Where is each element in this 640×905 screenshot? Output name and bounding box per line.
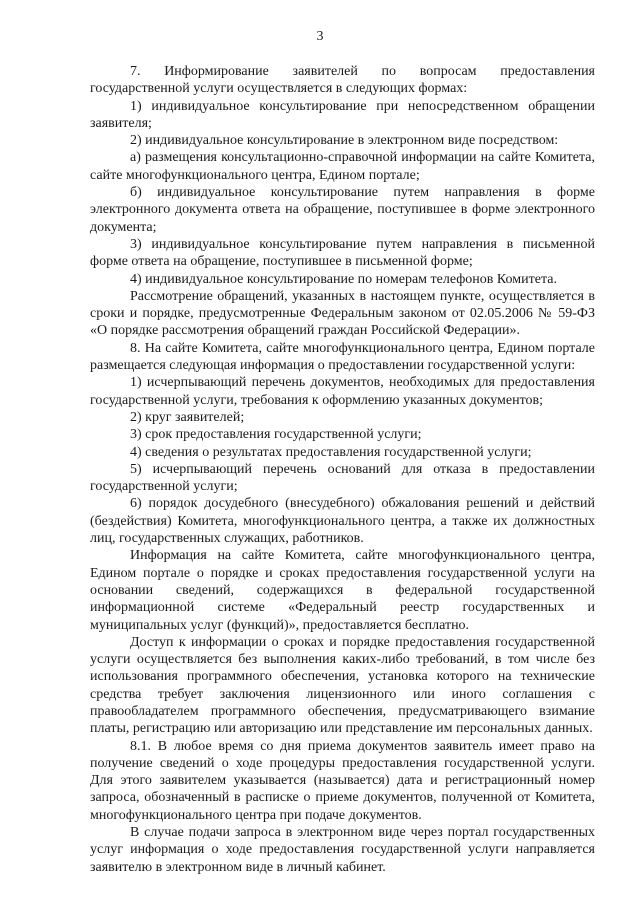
list-item-3: 3) индивидуальное консультирование путем направления в письменной форме ответа на обращение, поступившее в письменной форме; — [90, 236, 595, 270]
list-item-2b: б) индивидуальное консультирование путем направления в форме электронного документа ответа на обращение, поступившее в форме электронного документа; — [90, 185, 595, 235]
info-item-6: 6) порядок досудебного (внесудебного) обжалования решений и действий (бездействия) Комитета, многофункционального центра, а также их должностных лиц, государственных служащих, работников. — [90, 496, 595, 547]
paragraph-electronic: В случае подачи запроса в электронном виде через портал государственных услуг информация о ходе предоставления государственной услуги направляется заявителю в электронном виде в личный кабинет. — [90, 825, 595, 875]
paragraph-access: Доступ к информации о сроках и порядке предоставления государственной услуги осуществляется без выполнения каких-либо требований, в том числе без использования программного обеспечения, установка которого на технические средства требует заключения лицензионного или иного соглашения с правообладателем программного обеспечения, предусматривающего взимание платы, регистрацию или авторизацию или представление им персональных данных. — [90, 634, 595, 737]
list-item-4: 4) индивидуальное консультирование по номерам телефонов Комитета. — [130, 271, 557, 287]
info-item-1: 1) исчерпывающий перечень документов, необходимых для предоставления государственной услуги, требования к оформлению указанных документов; — [90, 375, 595, 408]
info-item-5: 5) исчерпывающий перечень оснований для отказа в предоставлении государственной услуги; — [90, 461, 595, 495]
paragraph-8-intro: 8. На сайте Комитета, сайте многофункционального центра, Едином портале размещается следующая информация о предоставлении государственной услуги: — [90, 340, 595, 374]
info-item-2: 2) круг заявителей; — [130, 409, 245, 425]
list-item-2a: а) размещения консультационно-справочной информации на сайте Комитета, сайте многофункционального центра, Едином портале; — [90, 150, 595, 183]
info-item-4: 4) сведения о результатах предоставления государственной услуги; — [130, 444, 532, 460]
paragraph-8-1: 8.1. В любое время со дня приема документов заявитель имеет право на получение сведений о ходе процедуры предоставления государственной услуги. Для этого заявителем указывается (называется) дата и регистрационный номер запроса, обозначенный в расписке о приеме документов, полученной от Комитета, многофункционального центра при подаче документов. — [90, 738, 595, 823]
paragraph-free-info: Информация на сайте Комитета, сайте многофункционального центра, Едином портале о порядке и сроках предоставления государственной услуги на основании сведений, содержащихся в федеральной государственной информационной системе «Федеральный реестр государственных и муниципальных услуг (функций)», предоставляется бесплатно. — [90, 548, 595, 633]
list-item-1: 1) индивидуальное консультирование при непосредственном обращении заявителя; — [90, 98, 595, 131]
paragraph-7-intro: 7. Информирование заявителей по вопросам предоставления государственной услуги осуществляется в следующих формах: — [90, 64, 595, 97]
page-number: 3 — [316, 29, 324, 44]
info-item-3: 3) срок предоставления государственной услуги; — [130, 427, 422, 443]
list-item-2: 2) индивидуальное консультирование в электронном виде посредством: — [130, 133, 559, 149]
paragraph-review: Рассмотрение обращений, указанных в настоящем пункте, осуществляется в сроки и порядке, предусмотренные Федеральным законом от 02.05.2006 № 59-ФЗ «О порядке рассмотрения обращений граждан Российской Федерации». — [90, 288, 595, 339]
document-body — [90, 63, 595, 876]
